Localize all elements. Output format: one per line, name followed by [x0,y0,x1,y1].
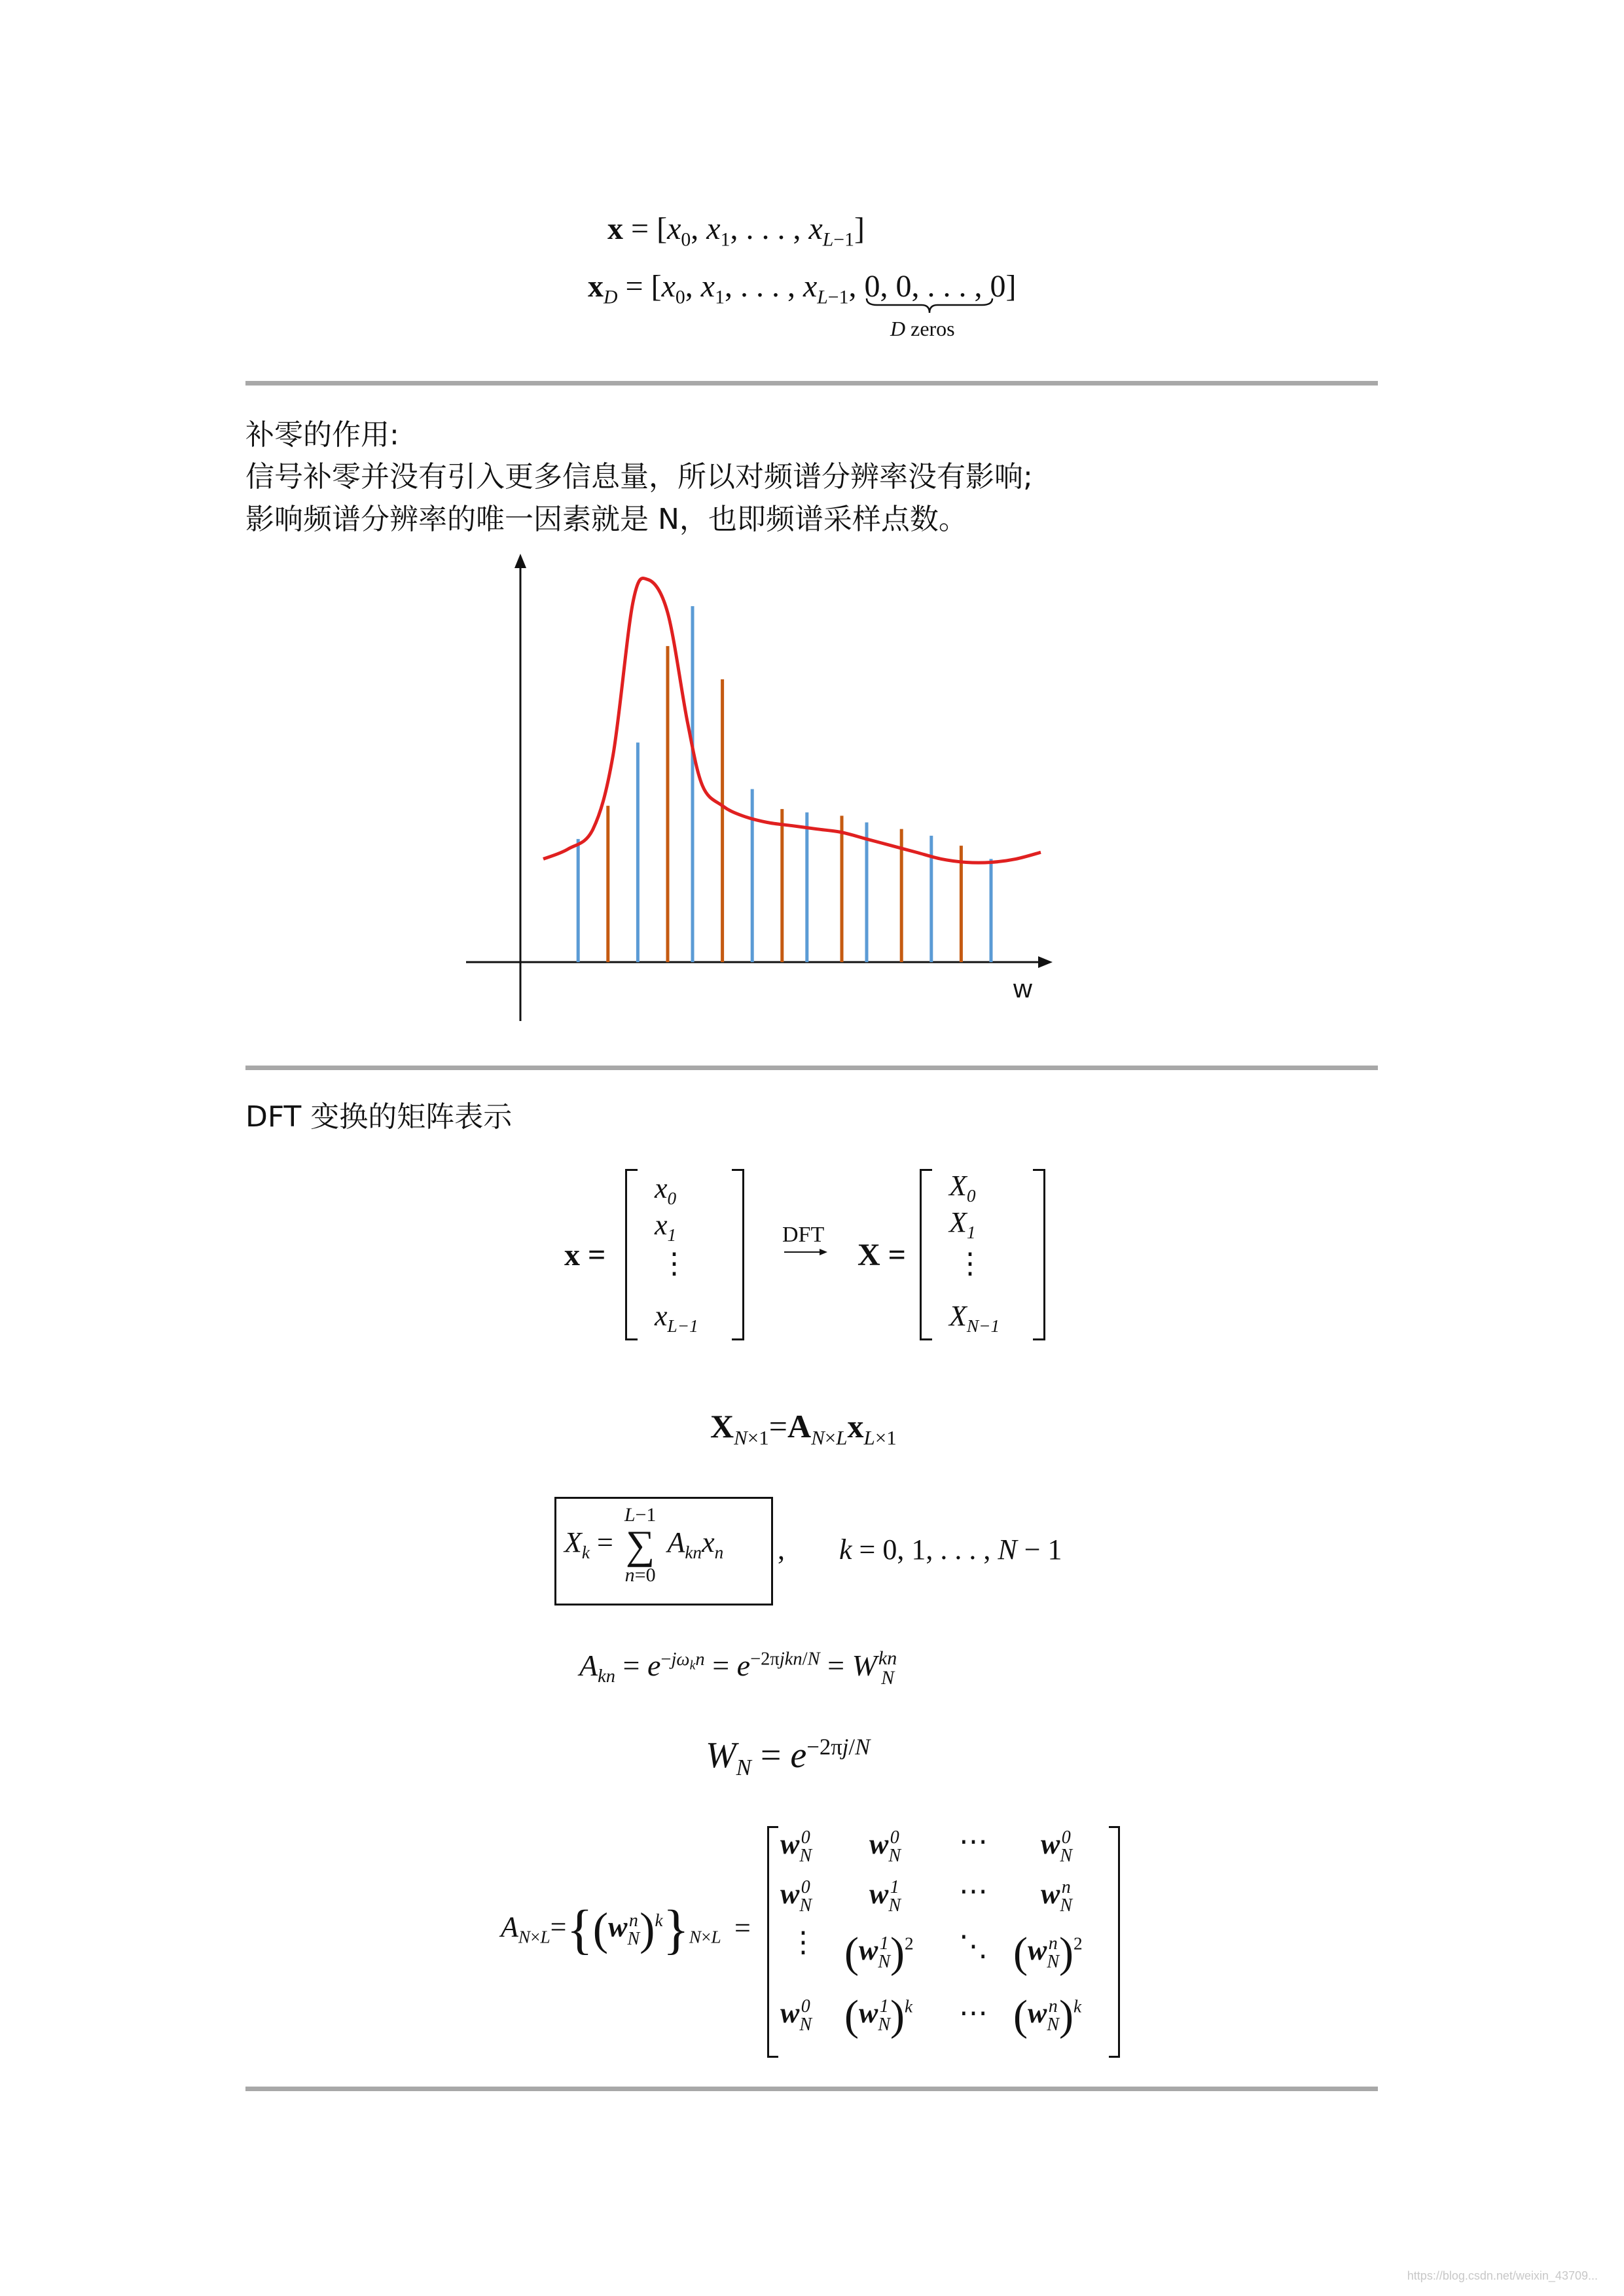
matrix-x-row-3: $x_{L-1}$ [655,1300,698,1336]
dft-arrow-label: DFT [782,1223,825,1247]
matrix-x-right-bracket [732,1169,744,1340]
watermark: https://blog.csdn.net/weixin_43709... [1407,2269,1598,2282]
matrix-x-row-0: $x_0$ [655,1172,677,1208]
matrix-x-left-bracket [625,1169,638,1340]
padding-title: 补零的作用: [245,418,399,452]
anl-cell-3-0: w 0 N [780,1996,812,2035]
matrix-x-row-2: ⋮ [660,1247,689,1280]
anl-cell-2-3: (w n N )$^2$ [1013,1929,1083,1977]
anl-definition: $A_{N\times L}=\{(w$ n N )$^k\}_{N\times L}$ [501,1899,721,1960]
zeros-underbrace [864,296,995,315]
divider-3 [245,2087,1378,2091]
spectrum-envelope-curve [543,578,1041,863]
anl-cell-2-2: ⋱ [959,1930,988,1962]
y-axis-arrowhead [514,554,526,568]
xd-vector-equation: $x_D = [x_0$, $x_1$, . . . , $x_{L-1}$, 0, 0, . . . , 0] [588,269,1017,308]
anl-cell-3-2: ⋯ [959,1997,988,2029]
anl-equals: = [734,1912,751,1944]
brace-label: D zeros [890,317,955,340]
anl-matrix-left-bracket [767,1826,778,2058]
matrix-product-equation: $X_{N\times 1}=A_{N\times L}x_{L\times 1}$ [710,1408,897,1449]
dft-title: DFT 变换的矩阵表示 [245,1100,513,1134]
padding-line-2: 影响频谱分辨率的唯一因素就是 N，也即频谱采样点数。 [245,503,967,536]
matrix-X-row-1: $X_1$ [949,1206,976,1242]
anl-cell-1-2: ⋯ [959,1875,988,1907]
sum-comma: , [778,1534,785,1566]
dft-arrow [783,1247,829,1257]
divider-1 [245,381,1378,386]
matrix-X-right-bracket [1033,1169,1045,1340]
anl-cell-1-1: w 1 N [869,1876,901,1916]
akn-definition: $A_{kn} = e^{-j\omega_kn} = e^{-2\pi jkn/N} = W$ kn N [579,1647,897,1689]
anl-cell-0-0: w 0 N [780,1827,812,1866]
anl-cell-1-0: w 0 N [780,1876,812,1916]
x-axis-label: w [1013,975,1032,1003]
padding-line-1: 信号补零并没有引入更多信息量，所以对频谱分辨率没有影响; [245,460,1033,493]
matrix-X-row-0: $X_0$ [949,1170,976,1206]
matrix-X-row-3: $X_{N-1}$ [949,1300,1000,1336]
anl-cell-0-1: w 0 N [869,1827,901,1866]
matrix-x-row-1: $x_1$ [655,1209,677,1245]
anl-cell-0-3: w 0 N [1041,1827,1073,1866]
anl-cell-1-3: w n N [1041,1876,1073,1916]
anl-cell-2-1: (w 1 N )$^2$ [844,1929,914,1977]
spectrum-chart [458,550,1060,1028]
anl-matrix-right-bracket [1109,1826,1120,2058]
matrix-X-lhs: X = [857,1238,907,1272]
x-vector-equation: $x = [x_0$, $x_1$, . . . , $x_{L-1}$] [607,211,865,251]
anl-cell-0-2: ⋯ [959,1825,988,1857]
k-range: k = 0, 1, . . . , N − 1 [839,1534,1062,1566]
anl-cell-3-1: (w 1 N )$^k$ [844,1992,913,2039]
wn-definition: $W_N = e^{-2\pi j/N}$ [706,1734,871,1781]
divider-2 [245,1066,1378,1070]
anl-cell-3-3: (w n N )$^k$ [1013,1992,1082,2039]
matrix-X-left-bracket [920,1169,932,1340]
anl-cell-2-0: ⋮ [789,1926,818,1958]
matrix-X-row-2: ⋮ [956,1247,984,1280]
matrix-x-lhs: x = [564,1238,606,1272]
sum-definition: $X_k$ = L−1 ∑ n=0 $A_{kn}x_n$ [564,1504,724,1586]
x-axis-arrowhead [1038,956,1053,968]
